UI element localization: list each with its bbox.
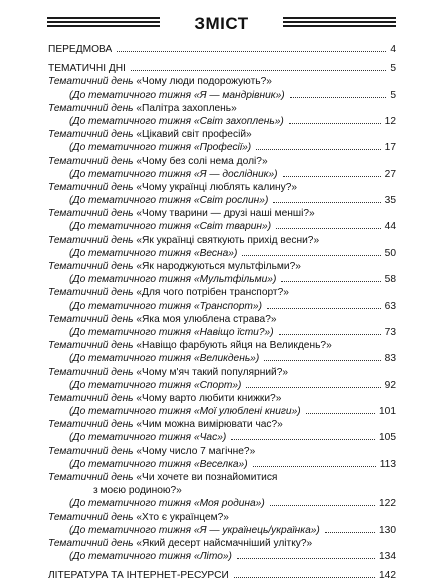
- toc-entry-prefix: (До тематичного тижня: [69, 274, 194, 286]
- dot-leader: [290, 97, 387, 98]
- dot-leader: [270, 505, 375, 506]
- toc-section-entry[interactable]: [48, 62, 396, 75]
- toc-entry-prefix: (До тематичного тижня: [69, 142, 194, 154]
- toc-entry-prefix: (До тематичного тижня: [69, 89, 194, 101]
- dot-leader: [253, 466, 376, 467]
- toc-entry-text: [48, 128, 252, 141]
- toc-entry-prefix: Тематичний день: [48, 419, 137, 431]
- toc-entry-title: «Я — мандрівник»: [193, 89, 282, 101]
- page-number: 63: [384, 300, 396, 312]
- toc-entry-prefix: Тематичний день: [48, 366, 137, 378]
- toc-day-entry[interactable]: [48, 313, 396, 326]
- toc-entry-text: [48, 524, 320, 537]
- toc-entry-title: «Чим можна вимірювати час?»: [136, 419, 283, 431]
- toc-entry-text: [48, 181, 297, 194]
- toc-day-entry[interactable]: [48, 260, 396, 273]
- page-number: 113: [379, 458, 396, 470]
- toc-day-entry[interactable]: [48, 207, 396, 220]
- toc-entry-prefix: Тематичний день: [48, 155, 137, 167]
- toc-week-entry[interactable]: [48, 273, 396, 286]
- toc-entry-prefix: Тематичний день: [48, 445, 137, 457]
- toc-day-entry[interactable]: [48, 339, 396, 352]
- toc-entry-text: [48, 286, 289, 299]
- toc-week-entry[interactable]: [48, 550, 396, 563]
- dot-leader: [234, 577, 375, 578]
- toc-section-entry[interactable]: [48, 569, 396, 582]
- page-number: 12: [384, 115, 396, 127]
- toc-entry-title: «Мої улюблені книги»: [193, 406, 298, 418]
- toc-entry-text: [48, 207, 315, 220]
- toc-entry-title: «Час»: [193, 432, 223, 444]
- toc-entry-prefix: Тематичний день: [48, 129, 137, 141]
- toc-entry-text: [48, 75, 272, 88]
- page-number: 83: [384, 353, 396, 365]
- toc-entry-text: [48, 418, 283, 431]
- toc-entry-prefix: Тематичний день: [48, 511, 137, 523]
- toc-entry-text: [48, 431, 226, 444]
- toc-day-entry[interactable]: [48, 445, 396, 458]
- toc-day-entry[interactable]: [48, 418, 396, 431]
- toc-entry-prefix: Тематичний день: [48, 208, 137, 220]
- toc-entry-prefix: Тематичний день: [48, 76, 137, 88]
- toc-entry-text: [48, 458, 248, 471]
- toc-entry-title: «Літо»: [193, 551, 229, 563]
- toc-entry-text: [48, 155, 268, 168]
- page-number: 50: [384, 247, 396, 259]
- toc-day-entry[interactable]: [48, 471, 396, 484]
- toc-week-entry[interactable]: [48, 141, 396, 154]
- toc-entry-prefix: (До тематичного тижня: [69, 379, 194, 391]
- page-number: 130: [379, 524, 396, 536]
- toc-entry-title: «Я — дослідник»: [193, 168, 275, 180]
- toc-entry-prefix: (До тематичного тижня: [69, 406, 194, 418]
- toc-entry-prefix: (До тематичного тижня: [69, 498, 194, 510]
- toc-day-entry[interactable]: [48, 181, 396, 194]
- toc-entry-prefix: Тематичний день: [48, 181, 137, 193]
- toc-day-entry[interactable]: [48, 366, 396, 379]
- toc-entry-text: [48, 168, 278, 181]
- toc-entry-suffix: ): [272, 274, 277, 286]
- page-number: 58: [384, 274, 396, 286]
- toc-week-entry[interactable]: [48, 115, 396, 128]
- toc-entry-text: [48, 550, 232, 563]
- page-number: 122: [379, 498, 396, 510]
- toc-entry-suffix: ): [244, 458, 248, 470]
- toc-entry-prefix: (До тематичного тижня: [69, 458, 194, 470]
- toc-entry-title: «Моя родина»: [193, 498, 262, 510]
- toc-entry-prefix: (До тематичного тижня: [69, 168, 194, 180]
- contents-header: [47, 13, 396, 37]
- toc-entry-title: «Світ рослин»: [193, 195, 265, 207]
- toc-entry-text: [48, 300, 262, 313]
- toc-day-entry[interactable]: [48, 128, 396, 141]
- page-number: 142: [379, 570, 396, 582]
- toc-entry-prefix: (До тематичного тижня: [69, 247, 194, 259]
- page-number: 92: [384, 379, 396, 391]
- toc-day-entry[interactable]: [48, 155, 396, 168]
- toc-entry-title: «Чому тварини — друзі наші менші?»: [136, 208, 315, 220]
- dot-leader: [283, 176, 381, 177]
- toc-entry-title: «Яка моя улюблена страва?»: [136, 313, 277, 325]
- page-number: 17: [384, 142, 396, 154]
- toc-entry-text: [48, 247, 237, 260]
- toc-entry-suffix: ): [267, 221, 272, 233]
- toc-entry-text: [48, 194, 268, 207]
- toc-week-entry[interactable]: [48, 352, 396, 365]
- toc-entry-text: [48, 537, 312, 550]
- toc-entry-suffix: ): [274, 168, 278, 180]
- toc-entry-title: «Транспорт»: [193, 300, 259, 312]
- toc-entry-title: «Для чого потрібен транспорт?»: [136, 287, 289, 299]
- toc-entry-title: «Веселка»: [193, 458, 245, 470]
- toc-entry-suffix: ): [233, 247, 238, 259]
- toc-week-entry[interactable]: [48, 497, 396, 510]
- toc-entry-text: ПЕРЕДМОВА: [48, 44, 113, 55]
- toc-entry-prefix: Тематичний день: [48, 340, 137, 352]
- toc-entry-prefix: Тематичний день: [48, 102, 137, 114]
- toc-entry-prefix: (До тематичного тижня: [69, 353, 194, 365]
- dot-leader: [325, 532, 375, 533]
- toc-week-entry[interactable]: [48, 524, 396, 537]
- toc-week-entry[interactable]: [48, 247, 396, 260]
- dot-leader: [117, 51, 386, 52]
- toc-week-entry[interactable]: [48, 194, 396, 207]
- toc-entry-suffix: ): [255, 353, 260, 365]
- page-number: 27: [384, 168, 396, 180]
- dot-leader: [289, 123, 381, 124]
- toc-entry-prefix: Тематичний день: [48, 392, 137, 404]
- toc-entry-suffix: ): [280, 115, 284, 127]
- toc-week-entry[interactable]: [48, 326, 396, 339]
- toc-week-entry[interactable]: [48, 431, 396, 444]
- toc-section-entry[interactable]: [48, 43, 396, 56]
- page-number: 101: [379, 406, 396, 418]
- dot-leader: [273, 202, 380, 203]
- toc-entry-title: «Великдень»: [193, 353, 256, 365]
- toc-entry-text: [48, 471, 277, 484]
- toc-entry-prefix: (До тематичного тижня: [69, 115, 194, 127]
- dot-leader: [267, 308, 381, 309]
- toc-entry-title: «Як народжуються мультфільми?»: [136, 261, 301, 272]
- toc-entry-text: [48, 141, 251, 154]
- toc-entry-suffix: ): [297, 406, 301, 418]
- dot-leader: [246, 387, 380, 388]
- toc-entry-suffix: ): [281, 89, 285, 101]
- toc-entry-text: [48, 511, 229, 524]
- toc-entry-prefix: Тематичний день: [48, 313, 137, 325]
- toc-entry-title: «Навіщо їсти?»: [193, 326, 271, 338]
- toc-entry-suffix: ): [316, 524, 320, 536]
- toc-week-entry[interactable]: [48, 89, 396, 102]
- page-number: 35: [384, 195, 396, 207]
- toc-week-entry[interactable]: [48, 300, 396, 313]
- toc-entry-suffix: ): [238, 379, 242, 391]
- toc-week-entry[interactable]: [48, 379, 396, 392]
- toc-entry-title: «Світ захоплень»: [193, 115, 281, 127]
- toc-entry-title: «Чому варто любити книжки?»: [136, 392, 282, 404]
- toc-entry-title: «Я — українець/українка»: [193, 524, 317, 536]
- toc-entry-prefix: (До тематичного тижня: [69, 432, 194, 444]
- toc-entry-prefix: Тематичний день: [48, 234, 137, 246]
- toc-day-entry[interactable]: [48, 537, 396, 550]
- toc-entry-text: [48, 352, 259, 365]
- toc-entry-text: ЛІТЕРАТУРА ТА ІНТЕРНЕТ-РЕСУРСИ: [48, 570, 229, 582]
- toc-entry-prefix: (До тематичного тижня: [69, 326, 194, 338]
- page-number: 44: [384, 221, 396, 233]
- toc-entry-text: ТЕМАТИЧНІ ДНІ: [48, 63, 126, 75]
- toc-entry-prefix: Тематичний день: [48, 287, 137, 299]
- page-number: 5: [390, 63, 396, 75]
- dot-leader: [237, 558, 375, 559]
- toc-day-entry[interactable]: [48, 286, 396, 299]
- toc-entry-suffix: ): [247, 142, 252, 154]
- toc-entry-text: [48, 484, 182, 497]
- table-of-contents: [48, 43, 396, 583]
- page-number: 73: [384, 326, 396, 338]
- toc-entry-text: [48, 89, 285, 102]
- toc-entry-suffix: ): [270, 326, 274, 338]
- toc-entry-text: [48, 326, 274, 339]
- toc-entry-suffix: ): [261, 498, 265, 510]
- toc-entry-text: [48, 366, 288, 379]
- toc-week-entry[interactable]: [48, 458, 396, 471]
- dot-leader: [281, 281, 380, 282]
- dot-leader: [306, 413, 375, 414]
- toc-day-entry[interactable]: [48, 234, 396, 247]
- toc-entry-title: «Професії»: [193, 142, 248, 154]
- toc-entry-suffix: ): [228, 551, 232, 563]
- toc-entry-title: з моєю родиною?»: [93, 485, 182, 497]
- toc-entry-text: [48, 339, 332, 352]
- toc-entry-prefix: Тематичний день: [48, 537, 137, 549]
- toc-day-entry[interactable]: [48, 392, 396, 405]
- toc-entry-suffix: ): [258, 300, 262, 312]
- toc-entry-prefix: (До тематичного тижня: [69, 300, 194, 312]
- toc-entry-title: «Палітра захоплень»: [136, 102, 237, 114]
- toc-entry-title: «Як українці святкують прихід весни?»: [136, 234, 320, 246]
- page-number: 134: [379, 551, 396, 563]
- page-number: 105: [379, 432, 396, 444]
- dot-leader: [279, 334, 381, 335]
- toc-day-entry[interactable]: [48, 484, 396, 497]
- toc-entry-text: [48, 260, 301, 273]
- toc-entry-title: «Хто є українцем?»: [136, 511, 229, 523]
- toc-entry-title: «Цікавий світ професій»: [136, 129, 252, 141]
- dot-leader: [276, 228, 381, 229]
- toc-day-entry[interactable]: [48, 75, 396, 88]
- toc-entry-title: «Чи хочете ви познайомитися: [136, 472, 278, 483]
- toc-week-entry[interactable]: [48, 405, 396, 418]
- toc-entry-title: «Весна»: [193, 247, 234, 259]
- dot-leader: [256, 149, 381, 150]
- toc-entry-text: [48, 234, 319, 247]
- toc-entry-prefix: Тематичний день: [48, 261, 137, 272]
- toc-entry-suffix: ): [222, 432, 227, 444]
- toc-entry-text: [48, 405, 301, 418]
- toc-entry-title: «Чому без солі нема долі?»: [136, 155, 268, 167]
- toc-day-entry[interactable]: [48, 102, 396, 115]
- page-number: 5: [390, 89, 396, 101]
- toc-entry-prefix: (До тематичного тижня: [69, 551, 194, 563]
- toc-entry-prefix: Тематичний день: [48, 472, 137, 483]
- toc-entry-title: «Світ тварин»: [193, 221, 268, 233]
- toc-entry-text: [48, 313, 277, 326]
- dot-leader: [242, 255, 380, 256]
- toc-entry-text: [48, 115, 284, 128]
- toc-entry-prefix: (До тематичного тижня: [69, 195, 194, 207]
- toc-entry-title: «Чому число 7 магічне?»: [136, 445, 256, 457]
- toc-entry-text: [48, 379, 241, 392]
- toc-entry-text: [48, 497, 265, 510]
- dot-leader: [264, 360, 380, 361]
- toc-entry-title: «Чому українці люблять калину?»: [136, 181, 298, 193]
- toc-entry-title: «Чому м'яч такий популярний?»: [136, 366, 289, 378]
- toc-entry-text: [48, 102, 237, 115]
- toc-entry-prefix: (До тематичного тижня: [69, 221, 194, 233]
- toc-entry-title: «Спорт»: [193, 379, 239, 391]
- toc-entry-title: «Мультфільми»: [193, 274, 273, 286]
- page-title: ЗМІСТ: [194, 14, 249, 33]
- toc-day-entry[interactable]: [48, 511, 396, 524]
- toc-entry-text: [48, 445, 255, 458]
- toc-entry-suffix: ): [264, 195, 269, 207]
- toc-entry-title: «Навіщо фарбують яйця на Великдень?»: [136, 340, 332, 352]
- toc-entry-text: [48, 220, 271, 233]
- toc-entry-prefix: (До тематичного тижня: [69, 524, 194, 536]
- toc-entry-text: [48, 392, 281, 405]
- toc-entry-title: «Чому люди подорожують?»: [136, 76, 272, 88]
- header-rule-right: [283, 17, 396, 31]
- toc-entry-text: [48, 273, 276, 286]
- toc-entry-title: «Який десерт найсмачніший улітку?»: [136, 537, 313, 549]
- page-number: 4: [390, 44, 396, 55]
- dot-leader: [231, 439, 375, 440]
- dot-leader: [131, 70, 386, 71]
- toc-week-entry[interactable]: [48, 168, 396, 181]
- toc-week-entry[interactable]: [48, 220, 396, 233]
